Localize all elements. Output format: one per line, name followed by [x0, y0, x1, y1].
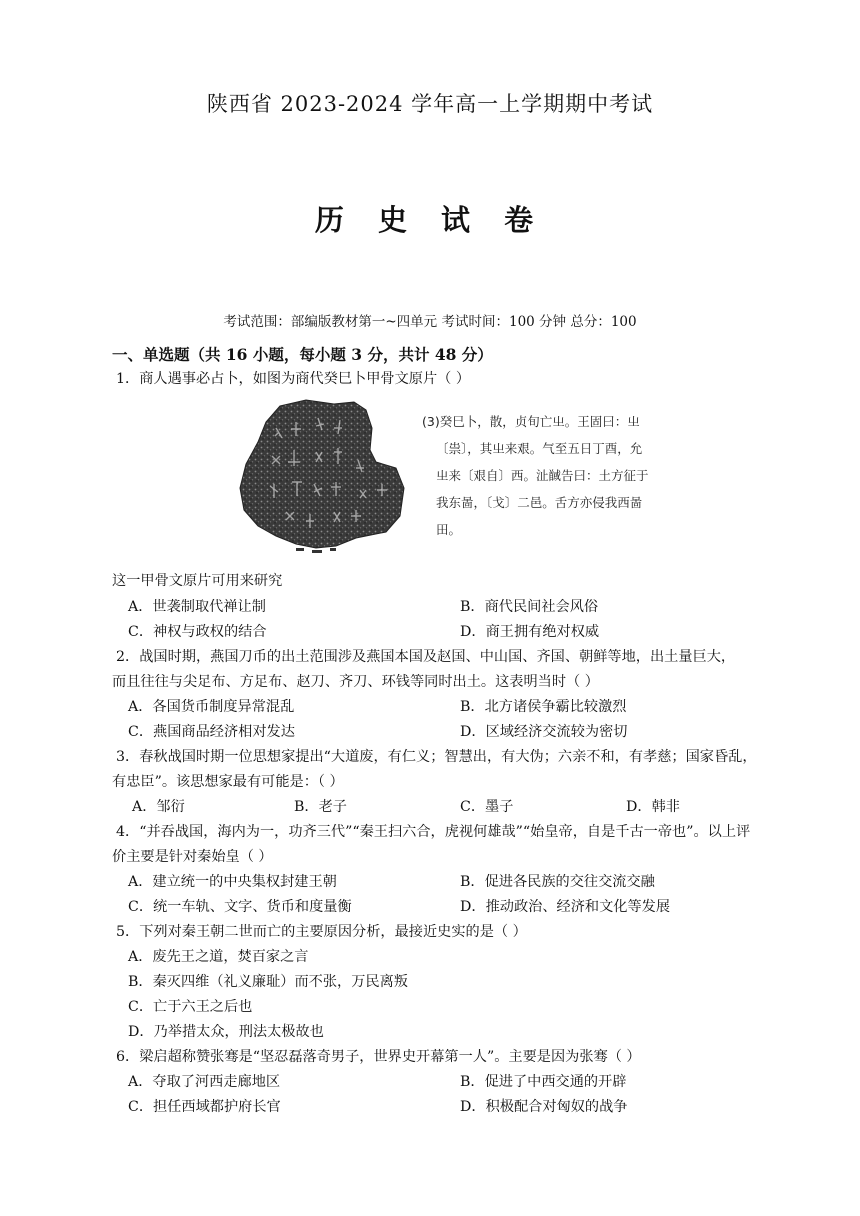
- q6-option-a[interactable]: A．夺取了河西走廊地区: [128, 1074, 281, 1090]
- question-3-stem-line-1: 3．春秋战国时期一位思想家提出“大道废，有仁义；智慧出，有大伪；六亲不和，有孝慈；国家昏乱，: [116, 749, 757, 765]
- question-1-stem: 1．商人遇事必占卜，如图为商代癸巳卜甲骨文原片（ ）: [116, 371, 471, 387]
- q5-option-b[interactable]: B．秦灭四维（礼义廉耻）而不张，万民离叛: [128, 974, 408, 990]
- q3-option-d[interactable]: D．韩非: [626, 799, 680, 815]
- q2-option-d[interactable]: D．区域经济交流较为密切: [460, 724, 628, 740]
- q6-option-c[interactable]: C．担任西域都护府长官: [128, 1099, 281, 1115]
- inscription-line: 田。: [436, 522, 462, 537]
- q4-option-c[interactable]: C．统一车轨、文字、货币和度量衡: [128, 899, 352, 915]
- q4-option-b[interactable]: B．促进各民族的交往交流交融: [460, 874, 655, 890]
- inscription-line: 〔祟〕，其㞢来艰。气至五日丁酉，允: [436, 441, 643, 456]
- q3-option-a[interactable]: A．邹衍: [132, 799, 185, 815]
- q5-option-d[interactable]: D．乃举措太众，刑法太极故也: [128, 1024, 324, 1040]
- question-2-stem-line-2: 而且往往与尖足布、方足布、赵刀、齐刀、环钱等同时出土。这表明当时（ ）: [112, 674, 599, 690]
- q5-option-c[interactable]: C．亡于六王之后也: [128, 999, 253, 1015]
- q2-option-c[interactable]: C．燕国商品经济相对发达: [128, 724, 295, 740]
- section-heading: 一、单选题（共 16 小题，每小题 3 分，共计 48 分）: [112, 345, 493, 364]
- question-5-stem: 5．下列对秦王朝二世而亡的主要原因分析，最接近史实的是（ ）: [116, 924, 527, 940]
- question-6-stem: 6．梁启超称赞张骞是“坚忍磊落奇男子，世界史开幕第一人”。主要是因为张骞（ ）: [116, 1049, 641, 1065]
- q1-option-a[interactable]: A．世袭制取代禅让制: [128, 599, 266, 615]
- inscription-line: 我东啚，〔戈〕二邑。舌方亦侵我西啚: [436, 495, 643, 510]
- subject-title: 历 史 试 卷: [314, 203, 546, 237]
- question-3-stem-line-2: 有忠臣”。该思想家最有可能是：（ ）: [112, 774, 344, 790]
- exam-title: 陕西省 2023-2024 学年高一上学期期中考试: [206, 92, 654, 116]
- question-2-stem-line-1: 2．战国时期，燕国刀币的出土范围涉及燕国本国及赵国、中山国、齐国、朝鲜等地，出土量巨大，: [116, 649, 736, 665]
- q3-option-c[interactable]: C．墨子: [460, 799, 514, 815]
- q4-option-d[interactable]: D．推动政治、经济和文化等发展: [460, 899, 671, 915]
- question-4-stem-line-1: 4．“并吞战国，海内为一，功齐三代”“秦王扫六合，虎视何雄哉”“始皇帝，自是千古一帝也”。以上评: [116, 824, 751, 840]
- q6-option-d[interactable]: D．积极配合对匈奴的战争: [460, 1099, 628, 1115]
- inscription-line: 㞢来〔艰自〕西。沚馘告曰：土方征于: [436, 468, 649, 483]
- oracle-bone-image: [236, 398, 436, 560]
- q5-option-a[interactable]: A．废先王之道，焚百家之言: [128, 949, 309, 965]
- q2-option-a[interactable]: A．各国货币制度异常混乱: [128, 699, 295, 715]
- oracle-bone-figure: [236, 398, 656, 560]
- q6-option-b[interactable]: B．促进了中西交通的开辟: [460, 1074, 627, 1090]
- inscription-line: (3)癸巳卜，散，贞旬亡㞢。王固曰：㞢: [422, 414, 640, 429]
- inscription-transcription: [422, 408, 658, 543]
- question-1-follow: 这一甲骨文原片可用来研究: [112, 573, 283, 589]
- q2-option-b[interactable]: B．北方诸侯争霸比较激烈: [460, 699, 627, 715]
- q1-option-c[interactable]: C．神权与政权的结合: [128, 624, 267, 640]
- q1-option-d[interactable]: D．商王拥有绝对权威: [460, 624, 600, 640]
- q3-option-b[interactable]: B．老子: [294, 799, 347, 815]
- question-4-stem-line-2: 价主要是针对秦始皇（ ）: [112, 849, 273, 865]
- exam-info: 考试范围：部编版教材第一~四单元 考试时间：100 分钟 总分：100: [223, 314, 637, 330]
- q1-option-b[interactable]: B．商代民间社会风俗: [460, 599, 599, 615]
- q4-option-a[interactable]: A．建立统一的中央集权封建王朝: [128, 874, 337, 890]
